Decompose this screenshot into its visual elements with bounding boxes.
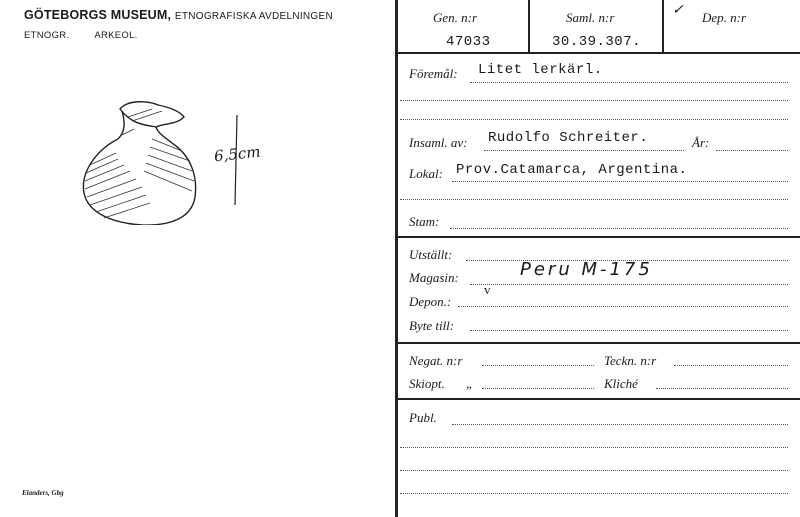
byte-dotline: [470, 330, 788, 331]
lokal-label: Lokal:: [409, 166, 443, 181]
museum-name: GÖTEBORGS MUSEUM,: [24, 8, 172, 22]
header-rule: [396, 52, 800, 54]
foremal-value: Litet lerkärl.: [478, 62, 603, 78]
size-note: 6,5cm: [213, 142, 262, 166]
skiopt-label: Skiopt.: [409, 376, 445, 391]
publ-dotline-4: [400, 493, 788, 494]
foremal-dotline-3: [400, 119, 788, 120]
publ-dotline-2: [400, 447, 788, 448]
depon-label: Depon.:: [409, 294, 452, 309]
insaml-dotline: [484, 150, 684, 151]
insaml-label: Insaml. av:: [409, 135, 468, 150]
card-left-border: [395, 0, 398, 517]
magasin-value: Peru M-175: [520, 259, 653, 280]
magasin-dotline: [470, 284, 788, 285]
ar-dotline: [716, 150, 788, 151]
section-rule-1: [396, 236, 800, 238]
gen-label: Gen. n:r: [433, 10, 478, 25]
skiopt-dotline: [482, 388, 594, 389]
utstallt-label: Utställt:: [409, 247, 453, 262]
skiopt-ditto: „: [466, 376, 474, 391]
teckn-label: Teckn. n:r: [604, 353, 657, 368]
lokal-dotline: [452, 181, 788, 182]
kliche-label: Kliché: [604, 376, 638, 391]
lokal-dotline-2: [400, 199, 788, 200]
foremal-label: Föremål:: [409, 66, 458, 81]
vessel-body: [83, 139, 195, 225]
kliche-dotline: [656, 388, 788, 389]
negat-label: Negat. n:r: [409, 353, 463, 368]
dep-check-mark: ✓: [672, 3, 684, 18]
museum-header: [24, 8, 333, 22]
saml-label: Saml. n:r: [566, 10, 615, 25]
printer-imprint: Elanders, Gbg: [22, 489, 64, 497]
byte-label: Byte till:: [409, 318, 455, 333]
magasin-label: Magasin:: [409, 270, 459, 285]
header-separator-2: [662, 0, 664, 52]
header-separator-1: [528, 0, 530, 52]
foremal-dotline: [470, 82, 788, 83]
saml-value: 30.39.307.: [552, 34, 642, 50]
negat-dotline: [482, 365, 594, 366]
foremal-dotline-2: [400, 100, 788, 101]
lokal-value: Prov.Catamarca, Argentina.: [456, 162, 688, 178]
depon-dotline: [458, 306, 788, 307]
stam-dotline: [450, 228, 788, 229]
section-rule-3: [396, 398, 800, 400]
section-code: ETNOGR.: [24, 30, 70, 41]
publ-label: Publ.: [409, 410, 437, 425]
section-subheader: [24, 30, 138, 41]
section-arkeol: ARKEOL.: [94, 30, 138, 41]
gen-value: 47033: [446, 34, 491, 50]
depon-mark: v: [484, 282, 491, 297]
stam-label: Stam:: [409, 214, 440, 229]
publ-dotline: [452, 424, 788, 425]
dep-label: Dep. n:r: [702, 10, 747, 25]
ar-label: År:: [692, 135, 710, 150]
insaml-value: Rudolfo Schreiter.: [488, 130, 649, 146]
department-name: ETNOGRAFISKA AVDELNINGEN: [174, 11, 334, 22]
section-rule-2: [396, 342, 800, 344]
teckn-dotline: [674, 365, 788, 366]
publ-dotline-3: [400, 470, 788, 471]
